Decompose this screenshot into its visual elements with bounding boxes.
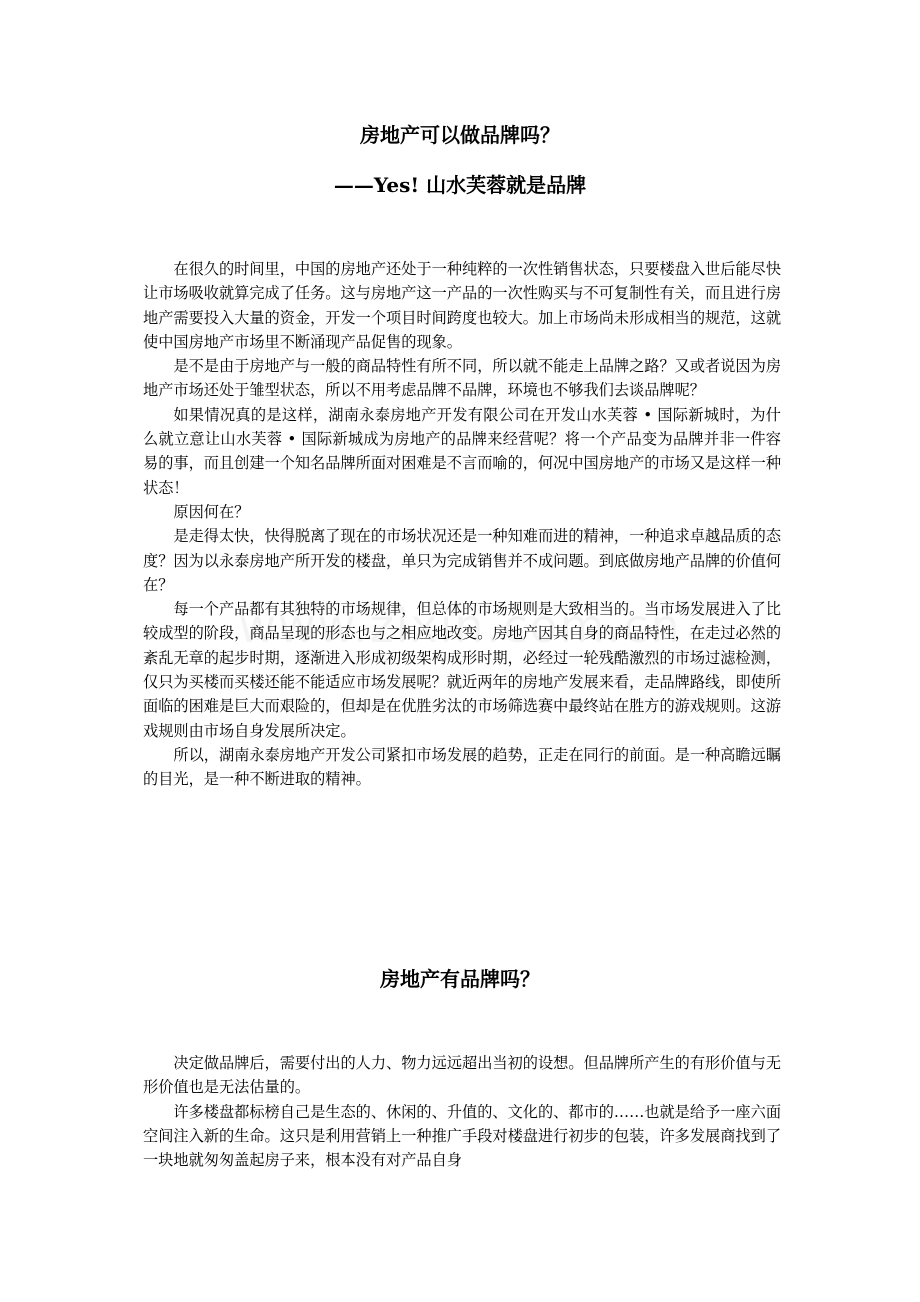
paragraph: 是走得太快，快得脱离了现在的市场状况还是一种知难而进的精神，一种追求卓越品质的态度？因为以永泰房地产所开发的楼盘，单只为完成销售并不成问题。到底做房地产品牌的价值何在？ xyxy=(143,527,781,594)
paragraph: 许多楼盘都标榜自己是生态的、休闲的、升值的、文化的、都市的……也就是给予一座六面空间注入新的生命。这只是利用营销上一种推广手段对楼盘进行初步的包装，许多发展商找到了一块地就匆匆盖起房子来，根本没有对产品自身 xyxy=(143,1102,781,1170)
section1-subtitle: ——Yes! 山水芙蓉就是品牌 xyxy=(333,173,587,197)
paragraph: 原因何在？ xyxy=(173,502,250,521)
paragraph: 每一个产品都有其独特的市场规律，但总体的市场规则是大致相当的。当市场发展进入了比较成型的阶段，商品呈现的形态也与之相应地改变。房地产因其自身的商品特性，在走过必然的紊乱无章的起步时期，逐渐进入形成初级架构成形时期，必经过一轮残酷激烈的市场过滤检测，仅只为买楼而买楼还能不能适应市场发展呢？就近两年的房地产发展来看，走品牌路线，即使所面临的困难是巨大而艰险的，但却是在优胜劣汰的市场筛选赛中最终站在胜方的游戏规则。这游戏规则由市场自身发展所决定。 xyxy=(143,600,781,740)
paragraph: 在很久的时间里，中国的房地产还处于一种纯粹的一次性销售状态，只要楼盘入世后能尽快让市场吸收就算完成了任务。这与房地产这一产品的一次性购买与不可复制性有关，而且进行房地产需要投入大量的资金，开发一个项目时间跨度也较大。加上市场尚未形成相当的规范，这就使中国房地产市场里不断涌现产品促售的现象。 xyxy=(143,260,781,351)
paragraph: 是不是由于房地产与一般的商品特性有所不同，所以就不能走上品牌之路？又或者说因为房地产市场还处于雏型状态，所以不用考虑品牌不品牌，环境也不够我们去谈品牌呢？ xyxy=(143,357,781,400)
paragraph: 如果情况真的是这样，湖南永泰房地产开发有限公司在开发山水芙蓉 • 国际新城时，为什么就立意让山水芙蓉 • 国际新城成为房地产的品牌来经营呢？将一个产品变为品牌并非一件容易的事，而且创建一个知名品牌所面对困难是不言而喻的，何况中国房地产的市场又是这样一种状态！ xyxy=(143,405,781,497)
section1-body xyxy=(143,257,781,792)
paragraph: 所以，湖南永泰房地产开发公司紧扣市场发展的趋势，正走在同行的前面。是一种高瞻远瞩的目光，是一种不断进取的精神。 xyxy=(143,745,781,789)
paragraph: 决定做品牌后，需要付出的人力、物力远远超出当初的设想。但品牌所产生的有形价值与无形价值也是无法估量的。 xyxy=(143,1054,781,1097)
section2-title: 房地产有品牌吗？ xyxy=(380,967,540,991)
section2-body xyxy=(143,1051,781,1172)
section1-title: 房地产可以做品牌吗？ xyxy=(360,123,560,147)
